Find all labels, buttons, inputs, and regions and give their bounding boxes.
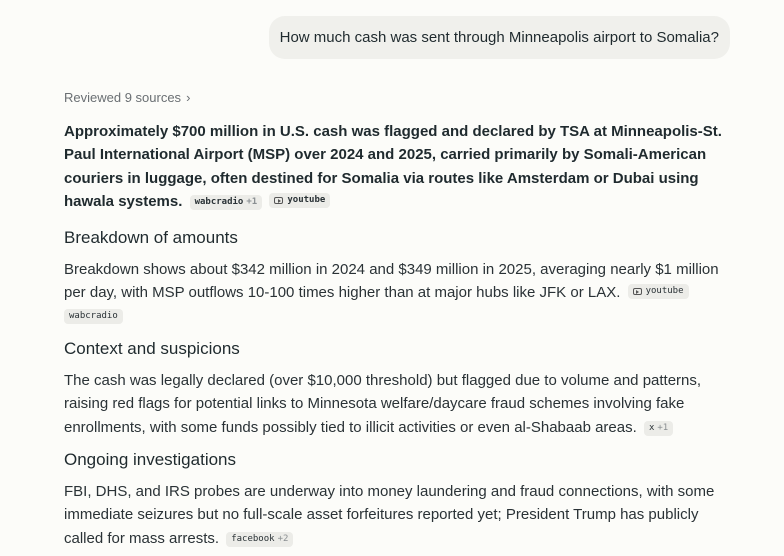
citation-chip-x[interactable] [644, 421, 673, 436]
citation-chip-youtube[interactable] [628, 284, 689, 299]
citation-chip-facebook[interactable] [226, 532, 293, 547]
play-icon [633, 288, 642, 295]
citation-extra-count: +2 [277, 533, 289, 544]
citation-label: youtube [645, 286, 684, 297]
answer-summary [64, 120, 732, 214]
citation-label: x [648, 422, 655, 433]
assistant-answer [64, 88, 732, 550]
citation-label: youtube [287, 195, 326, 206]
section-heading-ongoing: Ongoing investigations [64, 450, 237, 470]
citation-chip-wabcradio[interactable] [64, 309, 123, 324]
reviewed-sources-toggle[interactable] [64, 88, 732, 106]
section-paragraph: The cash was legally declared (over $10,000 threshold) but flagged due to volume and patterns, raising red flags for potential links to Minnesota welfare/daycare fraud schemes involving fake enrollments, with some funds possibly tied to illicit activities or even al-Shabaab areas. [64, 371, 702, 436]
citation-chip-youtube[interactable] [269, 193, 330, 208]
user-message-bubble [269, 16, 730, 59]
play-icon [274, 197, 283, 204]
citation-chip-wabcradio[interactable] [190, 195, 263, 210]
citation-extra-count: +1 [246, 197, 258, 208]
citation-label: wabcradio [69, 311, 118, 322]
summary-text: Approximately $700 million in U.S. cash was flagged and declared by TSA at Minneapolis-St. Paul International Airport (MSP) over 2024 and 2025, carried primarily by Somali-American couriers in luggage, often destined for Somalia via routes like Amsterdam or Dubai using hawala systems. [64, 123, 722, 211]
chevron-right-icon: › [186, 89, 191, 105]
section-heading-breakdown: Breakdown of amounts [64, 227, 238, 247]
section-paragraph: Breakdown shows about $342 million in 2024 and $349 million in 2025, averaging nearly $1 million per day, with MSP outflows 10-100 times higher than at major hubs like JFK or LAX. [64, 260, 719, 302]
section-text-breakdown [64, 258, 732, 328]
section-paragraph: FBI, DHS, and IRS probes are underway into money laundering and fraud connections, with some immediate seizures but no full-scale asset forfeitures reported yet; President Trump has publicly called for mass arrests. [64, 483, 715, 547]
citation-label: wabcradio [194, 197, 244, 208]
section-text-ongoing [64, 480, 732, 550]
reviewed-sources-label: Reviewed 9 sources [64, 89, 182, 105]
citation-extra-count: +1 [657, 422, 669, 433]
citation-label: facebook [231, 533, 275, 544]
section-heading-context: Context and suspicions [64, 338, 240, 358]
user-message-text: How much cash was sent through Minneapolis airport to Somalia? [279, 29, 719, 46]
section-text-context [64, 369, 732, 439]
